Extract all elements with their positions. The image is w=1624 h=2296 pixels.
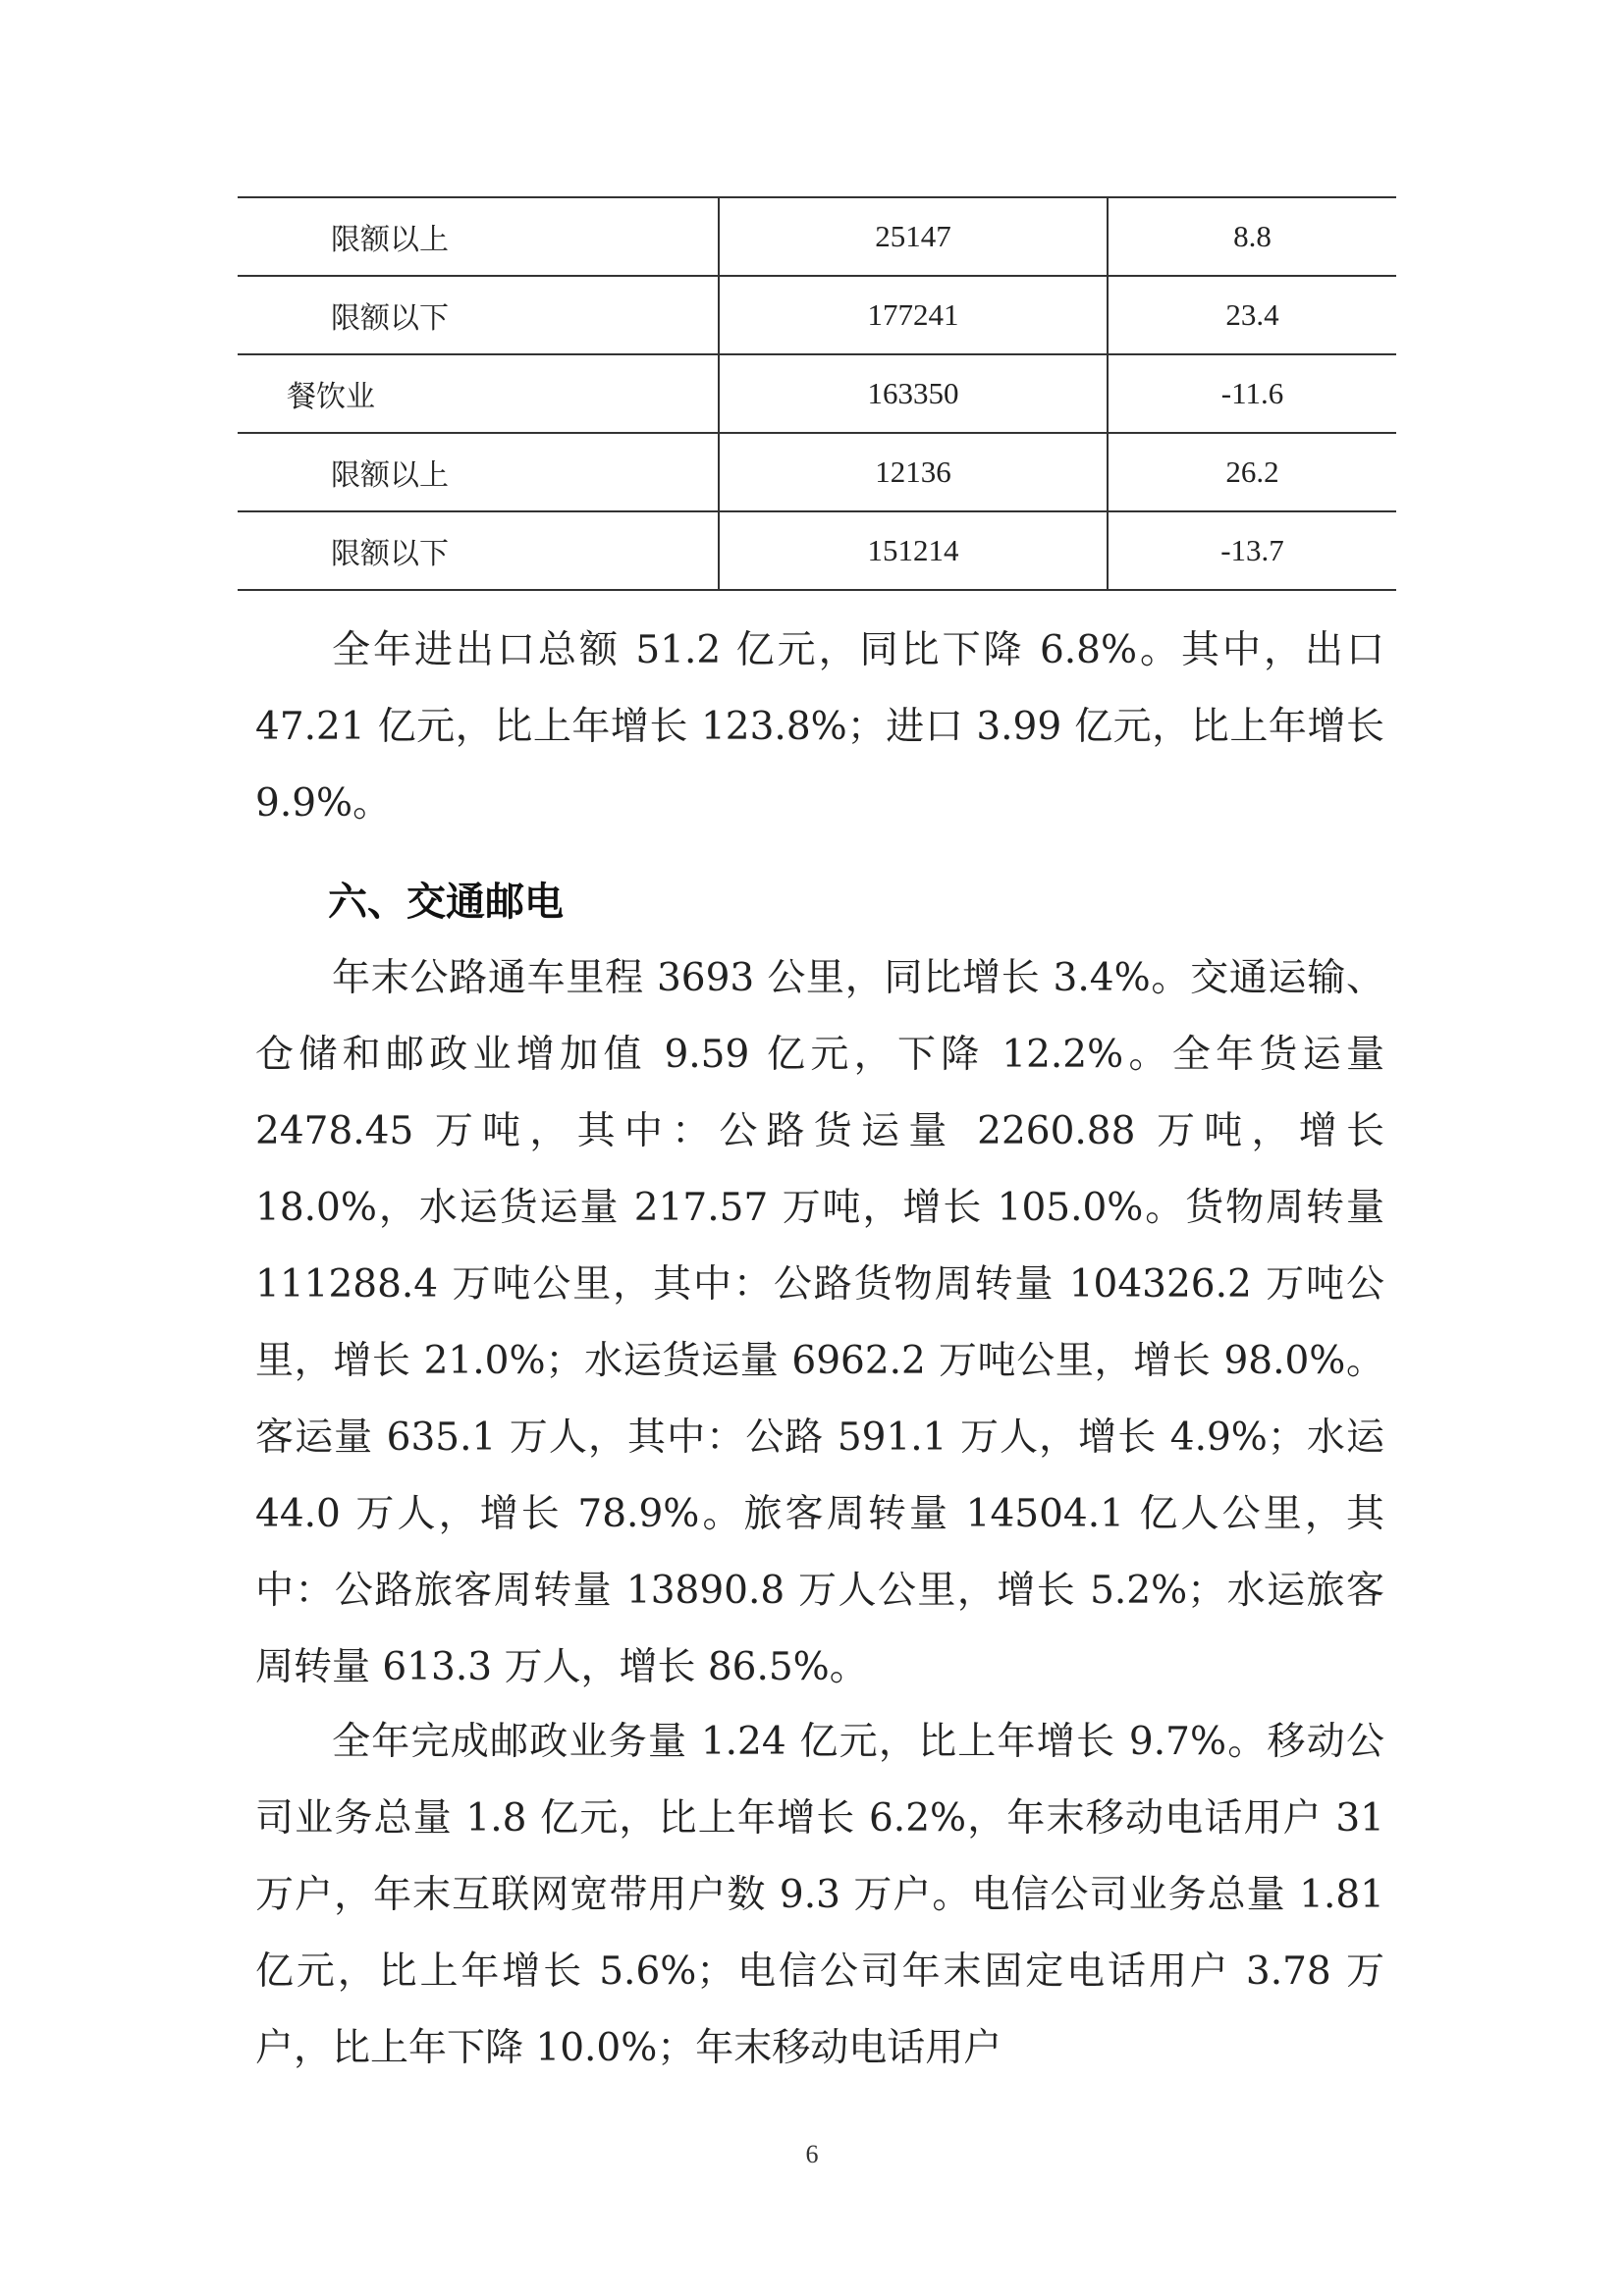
row-value: 25147 xyxy=(719,197,1108,276)
row-growth: 8.8 xyxy=(1108,197,1396,276)
retail-stats-table xyxy=(238,196,1396,591)
row-name: 限额以下 xyxy=(238,511,719,590)
table-row xyxy=(238,197,1396,276)
table-row xyxy=(238,354,1396,433)
row-value: 163350 xyxy=(719,354,1108,433)
row-name: 餐饮业 xyxy=(238,354,719,433)
row-growth: 26.2 xyxy=(1108,433,1396,511)
table-row xyxy=(238,276,1396,354)
row-growth: -13.7 xyxy=(1108,511,1396,590)
table-row xyxy=(238,511,1396,590)
row-value: 151214 xyxy=(719,511,1108,590)
transport-paragraph: 年末公路通车里程 3693 公里，同比增长 3.4%。交通运输、仓储和邮政业增加值 9.59 亿元，下降 12.2%。全年货运量 2478.45 万吨，其中：公路货运量 2260.88 万吨，增长 18.0%，水运货运量 217.57 万吨，增长 105.0%。货物周转量 111288.4 万吨公里，其中：公路货物周转量 104326.2 万吨公里，增长 21.0%；水运货运量 6962.2 万吨公里，增长 98.0%。客运量 635.1 万人，其中：公路 591.1 万人，增长 4.9%；水运 44.0 万人，增长 78.9%。旅客周转量 14504.1 亿人公里，其中：公路旅客周转量 13890.8 万人公里，增长 5.2%；水运旅客周转量 613.3 万人，增长 86.5%。 xyxy=(255,956,1384,1689)
row-growth: 23.4 xyxy=(1108,276,1396,354)
postal-paragraph: 全年完成邮政业务量 1.24 亿元，比上年增长 9.7%。移动公司业务总量 1.8 亿元，比上年增长 6.2%，年末移动电话用户 31 万户，年末互联网宽带用户数 9.3 万户。电信公司业务总量 1.81 亿元，比上年增长 5.6%；电信公司年末固定电话用户 3.78 万户，比上年下降 10.0%；年末移动电话用户 xyxy=(255,1720,1384,2070)
trade-paragraph: 全年进出口总额 51.2 亿元，同比下降 6.8%。其中，出口 47.21 亿元，比上年增长 123.8%；进口 3.99 亿元，比上年增长 9.9%。 xyxy=(255,628,1384,826)
row-name: 限额以上 xyxy=(238,433,719,511)
page-number: 6 xyxy=(805,2140,819,2168)
table-row xyxy=(238,433,1396,511)
row-name: 限额以上 xyxy=(238,197,719,276)
section-heading: 六、交通邮电 xyxy=(328,880,564,925)
row-value: 12136 xyxy=(719,433,1108,511)
row-growth: -11.6 xyxy=(1108,354,1396,433)
row-name: 限额以下 xyxy=(238,276,719,354)
row-value: 177241 xyxy=(719,276,1108,354)
